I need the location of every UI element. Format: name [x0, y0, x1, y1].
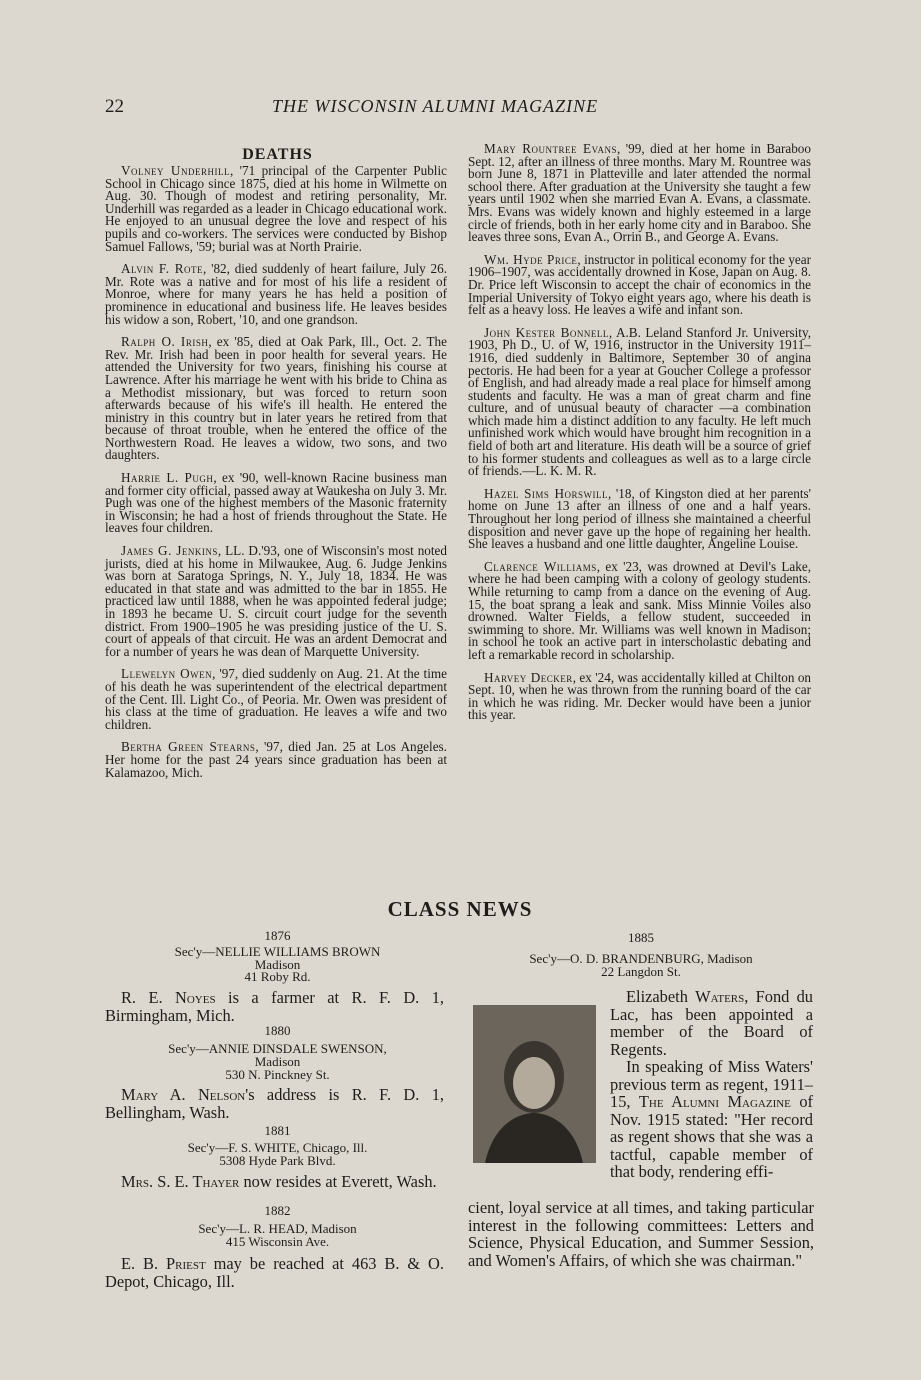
obituary: Llewelyn Owen, '97, died suddenly on Aug. 21. At the time of his death he was superintendent of the electrical department of the Cent. Ill. Light Co., of Peoria. Mr. Owen was president of his class at the time of graduation. He leaves a wife and two children. — [105, 666, 447, 732]
class-1881-year: 1881 — [264, 1123, 291, 1138]
obituary: Volney Underhill, '71 principal of the Carpenter Public School in Chicago since 1875, died at his home in Wilmette on Aug. 30. Though of modest and retiring personality, Mr. Underhill was regarded as a leader in Chicago educational work. He enjoyed to an unusual degree the love and respect of his pupils and co-workers. The services were conducted by Bishop Samuel Fallows, '59; burial was at North Prairie. — [105, 163, 447, 254]
class-1880-secretary: Sec'y—ANNIE DINSDALE SWENSON, — [168, 1041, 387, 1056]
class-1881-address: 5308 Hyde Park Blvd. — [219, 1153, 336, 1168]
deaths-right-column — [468, 143, 811, 732]
class-1880-year: 1880 — [264, 1023, 291, 1038]
class-1876-secretary: Sec'y—NELLIE WILLIAMS BROWN — [174, 944, 381, 959]
class-1882-address: 415 Wisconsin Ave. — [225, 1234, 330, 1249]
portrait-photo — [473, 1005, 596, 1163]
deaths-left-column — [105, 165, 447, 789]
obituary: Harrie L. Pugh, ex '90, well-known Racine business man and former city official, passed away at Waukesha on July 3. Mr. Pugh was one of the highest members of the Masonic fraternity in Wisconsin; he had a host of friends throughout the State. He leaves four children. — [105, 470, 447, 536]
obituary: Harvey Decker, ex '24, was accidentally killed at Chilton on Sept. 10, when he was thrown from the running board of the car in which he was riding. Mr. Decker would have been a junior this year. — [468, 669, 812, 723]
class-1885-secretary: Sec'y—O. D. BRANDENBURG, Madison — [529, 951, 753, 966]
class-1880-city: Madison — [254, 1054, 301, 1069]
class-1882-item: E. B. Priest may be reached at 463 B. & O. Depot, Chicago, Ill. — [105, 1254, 444, 1291]
class-1880-address: 530 N. Pinckney St. — [225, 1067, 330, 1082]
class-1876-city: Madison — [254, 957, 301, 972]
obituary: Mary Rountree Evans, '99, died at her home in Baraboo Sept. 12, after an illness of three months. Mary M. Rountree was born June 8, 1871 in Platteville and later attended the normal school there. After graduation at the University she taught a few years until 1902 when she married Evan A. Evans, a classmate. Mrs. Evans was widely known and highly esteemed in a large circle of friends, both in her early home city and in Baraboo. She leaves three sons, Evan A., Orrin B., and George A. Evans. — [468, 141, 811, 245]
deaths-heading: DEATHS — [242, 146, 313, 163]
class-1876-year: 1876 — [264, 928, 291, 943]
obituary: Wm. Hyde Price, instructor in political economy for the year 1906–1907, was accidentally drowned in Kose, Japan on Aug. 8. Dr. Price left Wisconsin to accept the chair of economics in the Imperial University of Tokyo eight years ago, where his death is felt as a heavy loss. He leaves a wife and infant son. — [468, 251, 812, 318]
class-1880-item: Mary A. Nelson's address is R. F. D. 1, Bellingham, Wash. — [105, 1085, 444, 1122]
class-1876-item: R. E. Noyes is a farmer at R. F. D. 1, Birmingham, Mich. — [105, 988, 444, 1025]
class-1881-secretary: Sec'y—F. S. WHITE, Chicago, Ill. — [187, 1140, 368, 1155]
obituary: John Kester Bonnell, A.B. Leland Stanford Jr. University, 1903, Ph D., U. of W, 1916, instructor in the University 1911–1916, died suddenly in Baltimore, September 30 of angina pectoris. He had been for a year at Goucher College a professor of English, and had already made a real place for himself among students and faculty. He was a man of great charm and fine culture, and of unusual beauty of character —a combination which made him a distinct addition to any faculty. He left much unfinished work which would have brought him recognition in a field of both art and literature. His death will be a source of grief to his former students and colleagues as well as to a large circle of friends.—L. K. M. R. — [468, 324, 811, 479]
class-1876-address: 41 Roby Rd. — [244, 969, 311, 984]
class-news-heading: CLASS NEWS — [387, 897, 533, 921]
page-number: 22 — [105, 96, 124, 117]
obituary: Hazel Sims Horswill, '18, of Kingston died at her parents' home on June 13 after an illness of one and a half years. Throughout her long period of illness she maintained a cheerful disposition and never gave up the hope of regaining her health. She leaves a husband and one little daughter, Angeline Louise. — [468, 485, 811, 552]
obituary: Bertha Green Stearns, '97, died Jan. 25 at Los Angeles. Her home for the past 24 years since graduation has been at Kalamazoo, Mich. — [105, 739, 447, 780]
class-1885-item: Elizabeth Waters, Fond du Lac, has been appointed a member of the Board of Regents. In speaking of Miss Waters' previous term as regent, 1911–15, The Alumni Magazine of Nov. 1915 stated: "Her record as regent shows that she was a tactful, capable member of that body, rendering effi- — [610, 987, 813, 1181]
obituary: Alvin F. Rote, '82, died suddenly of heart failure, July 26. Mr. Rote was a native and for most of his life a resident of Monroe, where for many years he has held a position of prominence in educational and business life. He leaves besides his widow a son, Robert, '10, and one grandson. — [105, 261, 447, 327]
class-1885-item-continued: cient, loyal service at all times, and taking particular interest in the following committees: Letters and Science, Physical Education, and Summer Session, and Women's Affairs, of which she was chairman." — [468, 1198, 814, 1270]
obituary: Ralph O. Irish, ex '85, died at Oak Park, Ill., Oct. 2. The Rev. Mr. Irish had been in poor health for several years. He attended the University for two years, finishing his course at Lawrence. After his marriage he went with his bride to China as a Methodist missionary, but was forced to return soon afterwards because of his wife's ill health. He entered the ministry in this country but in later years he retired from that because of throat trouble, when he entered the office of the Northwestern Road. He leaves a widow, two sons, and two daughters. — [105, 334, 448, 463]
obituary: James G. Jenkins, LL. D.'93, one of Wisconsin's most noted jurists, died at his home in Milwaukee, Aug. 6. Judge Jenkins was born at Saratoga Springs, N. Y., July 18, 1834. He was educated in that state and was admitted to the bar in 1855. He practiced law until 1888, when he was appointed federal judge; in 1893 he became U. S. circuit court judge for the seventh district. From 1900–1905 he was presiding justice of the U. S. court of appeals of that circuit. He was an ardent Democrat and for a number of years he was dean of Marquette University. — [105, 543, 447, 659]
running-title: THE WISCONSIN ALUMNI MAGAZINE — [272, 96, 599, 116]
obituary: Clarence Williams, ex '23, was drowned at Devil's Lake, where he had been camping with a colony of geology students. While returning to camp from a dance on the evening of Aug. 15, the boat sprang a leak and sank. Miss Minnie Voiles also drowned. Walter Fields, a fellow student, succeeded in swimming to shore. Mr. Williams was well known in Madison; in school he took an active part in interscholastic debating and left a remarkable record in scholarship. — [468, 558, 812, 662]
class-1885-address: 22 Langdon St. — [601, 964, 681, 979]
class-1882-secretary: Sec'y—L. R. HEAD, Madison — [198, 1221, 357, 1236]
class-1881-item: Mrs. S. E. Thayer now resides at Everett, Wash. — [121, 1172, 437, 1191]
class-1885-year: 1885 — [628, 930, 654, 945]
class-1882-year: 1882 — [264, 1203, 291, 1218]
